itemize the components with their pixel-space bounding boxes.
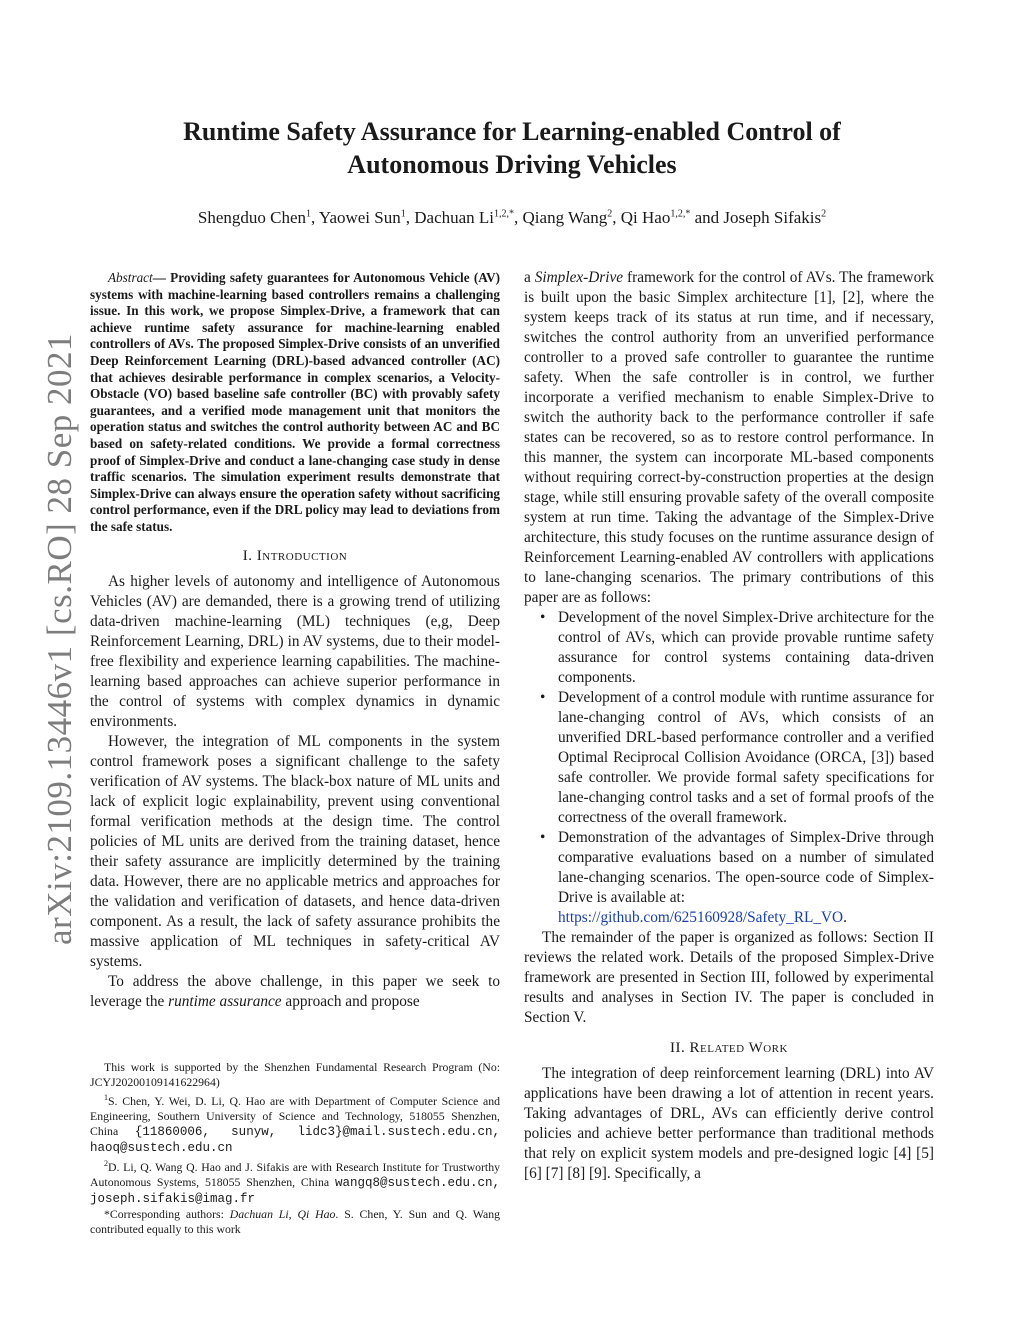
- text-run: .: [843, 909, 847, 926]
- body-paragraph: [524, 268, 934, 608]
- footnote-emails: wangq8@sustech.edu.cn, joseph.sifakis@imag.fr: [90, 1175, 500, 1206]
- footnote-text: D. Li, Q. Wang Q. Hao and J. Sifakis are with Research Institute for Trustworthy Autonomous Systems, 518055 Shenzhen, China: [90, 1159, 500, 1189]
- body-paragraph: The integration of deep reinforcement learning (DRL) into AV applications have been drawing a lot of attention in recent years. Taking advantages of DRL, AVs can efficiently derive control policies and achieve better performance than traditional methods that rely on explicit system models and pre-designed logic [4] [5] [6] [7] [8] [9]. Specifically, a: [524, 1065, 934, 1182]
- intro-paragraph: However, the integration of ML components in the system control framework poses a significant challenge to the safety verification of AV systems. The black-box nature of ML units and lack of explicit logic explainability, prevent using conventional formal verification methods at the design time. The control policies of ML units are derived from the training dataset, hence their safety assurance are implicitly determined by the training data. However, there are no applicable metrics and approaches for the validation and verification of datasets, and hence data-driven component. As a result, the lack of safety assurance prohibits the massive application of ML techniques in safety-critical AV systems.: [90, 732, 500, 970]
- emphasis: Simplex-Drive: [534, 269, 624, 286]
- body-paragraph: The remainder of the paper is organized as follows: Section II reviews the related work. Details of the proposed Simplex-Drive framework are presented in Section III, followed by experimental results and analyses in Section IV. The paper is concluded in Section V.: [524, 929, 934, 1026]
- abstract-label: Abstract: [108, 270, 153, 285]
- arxiv-stamp: arXiv:2109.13446v1 [cs.RO] 28 Sep 2021: [40, 332, 79, 945]
- abstract-text: — Providing safety guarantees for Autonomous Vehicle (AV) systems with machine-learning based controllers remains a challenging issue. In this work, we propose Simplex-Drive, a framework that can achieve runtime safety assurance for machine-learning enabled controllers of AVs. The proposed Simplex-Drive consists of an unverified Deep Reinforcement Learning (DRL)-based advanced controller (AC) that achieves desirable performance in complex scenarios, a Velocity-Obstacle (VO) based baseline safe controller (BC) with provably safety guarantees, and a verified mode management unit that monitors the operation status and switches the control authority between AC and BC based on safety-related conditions. We provide a formal correctness proof of Simplex-Drive and conduct a lane-changing case study in dense traffic scenarios. The simulation experiment results demonstrate that Simplex-Drive can always ensure the operation safety without sacrificing control performance, even if the DRL policy may lead to deviations from the safe status.: [90, 270, 500, 534]
- section-heading-introduction: I. Introduction: [242, 547, 348, 564]
- contributions-list: [524, 608, 934, 928]
- footnote-mark: 1: [104, 1093, 108, 1102]
- author-name: and Joseph Sifakis: [690, 208, 822, 227]
- footnote-mark: 2: [104, 1158, 108, 1168]
- text-run: a: [524, 269, 535, 286]
- abstract: [90, 270, 500, 536]
- footnote-affiliation-1: [90, 1090, 500, 1156]
- author-affiliation: 1,2,*: [670, 208, 691, 220]
- text-run: Demonstration of the advantages of Simplex-Drive through comparative evaluations based on a number of simulated lane-changing scenarios. The open-source code of Simplex-Drive is available at:: [558, 829, 934, 906]
- author-list: [60, 208, 964, 228]
- footnote-corresponding: [90, 1207, 500, 1237]
- footnote-text: *Corresponding authors:: [104, 1206, 230, 1221]
- author-affiliation: 1: [306, 208, 311, 220]
- author-name: Shengduo Chen: [197, 208, 306, 227]
- list-item: • Development of the novel Simplex-Drive architecture for the control of AVs, which can provide provable runtime safety assurance for control systems containing data-driven components.: [558, 608, 934, 688]
- intro-paragraph: As higher levels of autonomy and intelligence of Autonomous Vehicles (AV) are demanded, there is a growing trend of utilizing data-driven machine-learning (ML) techniques (e,g, Deep Reinforcement Learning, DRL) in AV systems, due to their model-free flexibility and experience learning capabilities. The machine-learning based approaches can achieve superior performance in the control of systems with complex dynamics in dynamic environments.: [90, 572, 500, 730]
- footnote-emails: {11860006, sunyw, lidc3}@mail.sustech.edu.cn, haoq@sustech.edu.cn: [90, 1124, 500, 1155]
- footnote-text: S. Chen, Y. Wei, D. Li, Q. Hao are with Department of Computer Science and Engineering, Southern University of Science and Technology, 518055 Shenzhen, China: [90, 1093, 500, 1138]
- title-line-1: Runtime Safety Assurance for Learning-enabled Control of: [183, 117, 841, 146]
- author-affiliation: 1: [400, 208, 406, 220]
- emphasis: runtime assurance: [168, 992, 282, 1010]
- text-run: approach and propose: [281, 992, 420, 1010]
- author-affiliation: 2: [607, 208, 613, 220]
- left-column: [90, 270, 500, 1012]
- author-name: , Yaowei Sun: [311, 208, 401, 227]
- github-link[interactable]: https://github.com/625160928/Safety_RL_VO: [558, 909, 844, 926]
- title-line-2: Autonomous Driving Vehicles: [347, 150, 677, 179]
- right-column: [524, 268, 934, 1184]
- text-run: To address the above challenge, in this paper we seek to leverage the: [90, 972, 500, 1010]
- author-name: , Dachuan Li: [405, 208, 495, 227]
- text-run: framework for the control of AVs. The framework is built upon the basic Simplex architecture [1], [2], where the system keeps track of its status at run time, and if necessary, switches the control authority from an unverified performance controller to a proved safe controller to guarantee the runtime safety. When the safe controller is in control, we further incorporate a verified mechanism to enable Simplex-Drive to switch the authority back to the performance controller if safe states can be recovered, so as to restore control performance. In this manner, the system can incorporate ML-based components without requiring correct-by-construction properties at the design stage, while still ensuring provable safety of the overall composite system at run time. Taking the advantage of the Simplex-Drive architecture, this study focuses on the runtime assurance design of Reinforcement Learning-enabled AV controllers with applications to lane-changing scenarios. The primary contributions of this paper are as follows:: [524, 269, 934, 606]
- list-item: [558, 828, 934, 928]
- footnote-funding: This work is supported by the Shenzhen Fundamental Research Program (No: JCYJ20200109141622964): [90, 1060, 500, 1089]
- author-name: , Qi Hao: [612, 208, 671, 227]
- author-affiliation: 2: [821, 208, 827, 220]
- intro-paragraph: [90, 972, 500, 1012]
- author-name: , Qiang Wang: [514, 208, 608, 227]
- footnote-text: . S. Chen, Y. Sun and Q. Wang contributed equally to this work: [90, 1206, 501, 1236]
- section-heading-related-work: II. Related Work: [670, 1040, 788, 1056]
- paper-title: [90, 115, 934, 181]
- author-affiliation: 1,2,*: [494, 208, 515, 220]
- emphasis: Dachuan Li, Qi Hao: [229, 1206, 336, 1221]
- footnote-affiliation-2: [90, 1156, 500, 1207]
- footnotes: [90, 1060, 500, 1237]
- list-item: • Development of a control module with runtime assurance for lane-changing control of AVs, which consists of an unverified DRL-based performance controller and a verified Optimal Reciprocal Collision Avoidance (ORCA, [3]) based safe controller. We provide formal safety specifications for lane-changing control tasks and a set of formal proofs of the correctness of the overall framework.: [558, 688, 934, 828]
